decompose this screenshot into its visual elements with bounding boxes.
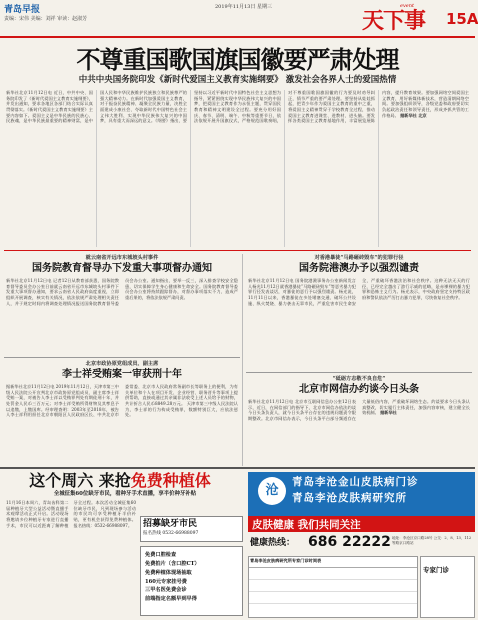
story1-kicker: 就云南省开远市东城坡头村事件 [85,255,159,261]
clinic-address: 地址：李沧区京口路28号 公交：2、8、13、112等路京口路站 [392,536,472,545]
editor-line: 责编：宋伟 美编：刘祥 审读：赵淑芳 [4,16,88,22]
free-item: 免费拍片（含口腔CT） [145,560,200,567]
story2-body-text: 据新华社北京11月12日电 2019年11月12日，天津市第三中级人民法院公开宣判北京市政协原党组成员、副主席李士祥受贿一案，对被告人李士祥以受贿罪判处有期徒刑十年，并处罚金人民币三百万元；对李士祥受贿所得财物及其孳息予以追缴，上缴国库。经审理查明：2003年至2018年，被告人李士祥利用担任北京市朝阳区人民政府区长、中共北京市委常委、北京市人民政府常务副市长等职务上的便利，为有关单位和个人在项目开发、企业经营、职务晋升等事项上提供帮助，直接或通过其亲属非法收受上述人员给予的财物，共计折合人民币8849.28万元。 [6,384,238,418]
hire-phone: 报名热线 0532-66988097 [143,531,199,536]
section-title: 天下事 [362,9,426,34]
story3-headline: 国务院港澳办予以强烈谴责 [299,263,419,274]
free-item: 免费口腔检查 [145,552,177,558]
story3-kicker: 对香港暴徒“马路砸砖毁车”的犯罪行径 [314,255,404,261]
feature-subhead: 全城征集60位缺牙市民，看种牙手术直播，享半价种牙补贴 [53,491,197,497]
table-rule [249,567,417,568]
table-rule [249,579,417,580]
story4-body-text: 新华社北京11月12日电 北京市互联网信息办公室12日表示，近日，在网信部门的指导下，北京市网信办依法约谈今日头条负责人，就今日头条平台存在的违规问题责令限期整改。北京市网信办表示，今日头条平台部分频道存在大量低俗内容，严重破坏网络生态。约谈要求今日头条认真整改，切实履行主体责任，加强内容审核，建立健全长效机制。 [248,399,470,422]
feature-headline [0,470,240,492]
page-letter: A [466,10,478,28]
column-divider [242,254,243,466]
story4-byline: 据新华社 [380,410,397,416]
free-items-box [140,546,243,616]
story2-body [6,384,238,462]
story2-body-tail: 天津市第三中级人民法院认为，李士祥的行为构成受贿罪，数额特别巨大，应依法惩处。 [125,401,238,418]
story2-kicker: 北京市政协原党组成员、副主席 [85,361,159,367]
feature-headline-prefix: 这个周六 来抢 [29,471,131,490]
schedule-table-title: 青岛李沧皮肤病研究所专家门诊时间表 [250,558,322,563]
newspaper-logo: 青岛早报 [4,5,41,15]
section-word: event [400,3,414,9]
divider [4,250,471,251]
clinic-name-1: 青岛李沧金山皮肤病门诊 [292,476,419,488]
ad-divider [0,467,475,469]
feature-body: 11月16日本周六，青岛齿科第二届种植牙大型公益活动暨直播手术观摩活动正式开启。活动现场将邀请多位种植牙专家进行直播手术，市民可以近距离了解种植牙全过程。本次活动全城征集60位缺牙市民，凡到现场参与活动的市民均可享受种植牙半价补贴，更有机会获得免费种植体。报名热线：0532-66988097。 [6,500,136,528]
date-line: 2019年11月13日 星期三 [215,4,273,10]
divider [4,357,240,358]
story4-headline: 北京市网信办约谈今日头条 [299,384,419,395]
page-number-digits: 15 [446,10,467,28]
table-rule [249,591,417,592]
story3-body: 新华社北京11月12日电 国务院港澳事务办公室新闻发言人杨光11月12日就香港暴徒“马路砸砖毁车”等恶劣暴力犯罪行径发表谈话，对暴徒的恶行予以强烈谴责。杨光说，11月11日以来，香港暴徒在多处堵塞交通、破坏公共设施、纵火焚烧、暴力袭击无辜市民，严重危害市民生命安全，严重破坏香港法治和社会秩序。这种无法无天的行径，已经完全越出了游行示威的范畴，是赤裸裸的暴力犯罪和恐怖主义行为。杨光表示，中央政府坚定支持特区政府和警队依法严厉打击暴力犯罪，尽快恢复社会秩序。 [248,278,470,306]
schedule-table [248,556,418,618]
table-rule [249,603,417,604]
hire-title: 招募缺牙市民 [143,519,198,529]
feature-headline-highlight: 免费种植体 [130,471,211,490]
page-number [446,9,478,29]
lead-body-text: 新华社北京11月12日电 近日，中共中央、国务院印发了《新时代爱国主义教育实施纲要》，并发出通知，要求各地区各部门结合实际认真贯彻落实。《新时代爱国主义教育实施纲要》主要内容如下。爱国主义是中华民族的民族心、民族魂，是中华民族最重要的精神财富，是中国人民和中华民族维护民族独立和民族尊严的强大精神动力。在新时代加强爱国主义教育，对于振奋民族精神、凝聚全民族力量，决胜全面建成小康社会、夺取新时代中国特色社会主义伟大胜利、实现中华民族伟大复兴的中国梦，具有重大而深远的意义。《纲要》指出，要坚持以习近平新时代中国特色社会主义思想为指导，紧紧围绕实现中华民族伟大复兴的中国梦，把爱国主义教育作为永恒主题，贯穿国民教育和精神文明建设全过程。要充分用好国庆、春节、清明、端午、中秋等重要节日，依法依规开展升国旗仪式，严格规范国歌奏唱，对不尊重国歌国旗国徽的行为要及时劝导纠正，情节严重的要严肃处理。要坚持从娃娃抓起，把青少年作为爱国主义教育的重中之重，将爱国主义精神贯穿于学校教育全过程，推动爱国主义教育进课堂、进教材、进头脑。要发挥各类爱国主义教育基地作用，丰富展览展陈内容，提升教育效果。要加强网络空间爱国主义教育，用好新媒体新技术，营造清朗网络空间。要加强组织领导，各级党委和政府要切实负起政治责任和领导责任，形成齐抓共管的工作格局。 [6,90,469,124]
masthead-rule [0,36,475,38]
story1-body: 新华社北京11月12日电 记者12日从教育部获悉，国务院教育督导委员会办公室日前就云南省开远市东城坡头村事件下发重大事项督办通知，要求云南省人民政府高度重视，立即组织开展调查，核实有关情况，依法依规严肃处理相关责任人，并于规定时间内将调查处理情况报送国务院教育督导委员会办公室。通知指出，要举一反三，深入排查学校安全隐患，切实保障学生身心健康和生命安全。国务院教育督导委员会办公室将持续跟踪督办，对督办事项落实不力、造成严重后果的，将依法依规严肃问责。 [6,278,238,306]
free-item: 三甲名医免费会诊 [145,587,187,594]
story4-body [248,399,470,465]
free-item: 前端指定名额早到早得 [145,596,197,603]
story4-kicker: “砥砺方志敬不良自危” [332,376,386,382]
story2-headline: 李士祥受贿案一审获刑十年 [62,369,182,380]
clinic-slogan: 皮肤健康 我们共同关注 [252,519,361,531]
free-item: 免费种植体现场抽取 [145,569,192,576]
hotline-number: 686 22222 [308,534,391,550]
divider [246,372,472,373]
story1-headline: 国务院教育督导办下发重大事项督办通知 [32,263,212,274]
free-item: 160元专家挂号费 [145,578,187,585]
side-title: 专家门诊 [423,566,449,574]
masthead [0,0,478,38]
lead-headline: 不尊重国歌国旗国徽要严肃处理 [76,46,399,74]
hotline-label: 健康热线： [250,538,296,548]
lead-byline: 据新华社 北京 [400,112,427,118]
clinic-logo: 沧 [258,477,286,505]
lead-subhead: 中共中央国务院印发《新时代爱国主义教育实施纲要》 激发社会各界人士的爱国热情 [78,75,397,85]
free-items-list [145,551,200,604]
clinic-name-2: 青岛李沧皮肤病研究所 [292,492,407,504]
lead-body [6,90,469,247]
